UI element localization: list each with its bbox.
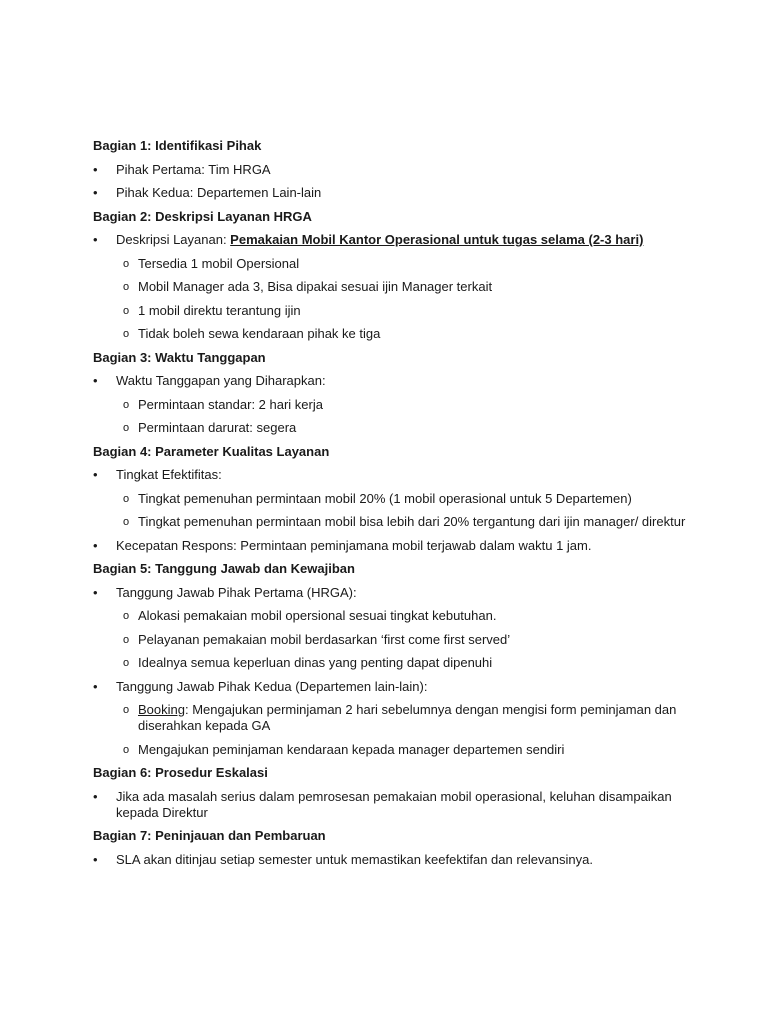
item-text: Pihak Pertama: Tim HRGA bbox=[116, 161, 271, 177]
item-text: 1 mobil direktu terantung ijin bbox=[138, 302, 301, 318]
sub-bullet-icon: o bbox=[123, 516, 130, 528]
section-heading-3: Bagian 3: Waktu Tanggapan bbox=[93, 349, 266, 365]
section-heading-2: Bagian 2: Deskripsi Layanan HRGA bbox=[93, 208, 312, 224]
item-text: Mobil Manager ada 3, Bisa dipakai sesuai ijin Manager terkait bbox=[138, 279, 493, 294]
list-item bbox=[93, 585, 693, 601]
bullet-icon: • bbox=[93, 537, 98, 553]
sub-bullet-icon: o bbox=[123, 704, 130, 716]
sub-list-item bbox=[93, 632, 693, 648]
sub-list-item bbox=[93, 279, 693, 295]
sub-bullet-icon: o bbox=[123, 328, 130, 340]
bullet-icon: • bbox=[93, 851, 98, 867]
sub-bullet-icon: o bbox=[123, 492, 130, 505]
list-item bbox=[93, 185, 693, 201]
item-text: Pihak Kedua: Departemen Lain-lain bbox=[116, 185, 322, 200]
sub-list-item bbox=[93, 655, 693, 671]
sub-bullet-icon: o bbox=[123, 657, 130, 669]
item-text: Tanggung Jawab Pihak Pertama (HRGA): bbox=[116, 584, 357, 600]
section-heading-1: Bagian 1: Identifikasi Pihak bbox=[93, 138, 262, 153]
item-text: Kecepatan Respons: Permintaan peminjamana mobil terjawab dalam waktu 1 jam. bbox=[116, 537, 592, 553]
sub-list-item bbox=[93, 491, 693, 507]
sub-list-item bbox=[93, 256, 693, 272]
sub-bullet-icon: o bbox=[123, 398, 130, 411]
bullet-icon: • bbox=[93, 373, 98, 388]
list-item bbox=[93, 789, 693, 821]
bullet-icon: • bbox=[93, 788, 98, 804]
item-text: Tersedia 1 mobil Opersional bbox=[138, 255, 300, 271]
sub-list-item bbox=[93, 397, 693, 413]
item-text: Tingkat pemenuhan permintaan mobil 20% (1 mobil operasional untuk 5 Departemen) bbox=[138, 490, 632, 506]
bullet-icon: • bbox=[93, 678, 98, 694]
list-item bbox=[93, 852, 693, 868]
bullet-icon: • bbox=[93, 584, 98, 600]
bullet-icon: • bbox=[93, 467, 98, 482]
list-item bbox=[93, 232, 693, 248]
item-text: Pelayanan pemakaian mobil berdasarkan ‘first come first served’ bbox=[138, 631, 511, 647]
sub-bullet-icon: o bbox=[123, 743, 130, 756]
item-text: Tingkat pemenuhan permintaan mobil bisa lebih dari 20% tergantung dari ijin manager/ direktur bbox=[138, 514, 686, 529]
list-item bbox=[93, 373, 693, 389]
item-text: Idealnya semua keperluan dinas yang penting dapat dipenuhi bbox=[138, 655, 493, 670]
booking-link[interactable]: Booking bbox=[138, 702, 185, 717]
sub-bullet-icon: o bbox=[123, 304, 130, 317]
item-text: SLA akan ditinjau setiap semester untuk memastikan keefektifan dan relevansinya. bbox=[116, 851, 593, 867]
list-item bbox=[93, 467, 693, 483]
list-item bbox=[93, 162, 693, 178]
bullet-icon: • bbox=[93, 185, 98, 200]
sub-bullet-icon: o bbox=[123, 257, 130, 270]
item-text: Permintaan darurat: segera bbox=[138, 420, 297, 435]
sub-bullet-icon: o bbox=[123, 610, 130, 622]
sub-list-item bbox=[93, 608, 693, 624]
sub-list-item bbox=[93, 514, 693, 530]
service-description-emphasis: Pemakaian Mobil Kantor Operasional untuk tugas selama (2-3 hari) bbox=[230, 232, 644, 247]
sub-list-item bbox=[93, 326, 693, 342]
sub-list-item bbox=[93, 702, 693, 734]
sub-bullet-icon: o bbox=[123, 281, 130, 293]
section-heading-5: Bagian 5: Tanggung Jawab dan Kewajiban bbox=[93, 561, 355, 576]
item-text: Permintaan standar: 2 hari kerja bbox=[138, 396, 323, 412]
sub-list-item bbox=[93, 303, 693, 319]
sub-bullet-icon: o bbox=[123, 633, 130, 646]
item-text: Tidak boleh sewa kendaraan pihak ke tiga bbox=[138, 326, 381, 341]
sub-list-item bbox=[93, 742, 693, 758]
section-heading-7: Bagian 7: Peninjauan dan Pembaruan bbox=[93, 828, 326, 843]
list-item bbox=[93, 538, 693, 554]
sub-bullet-icon: o bbox=[123, 422, 130, 434]
item-text: Tingkat Efektifitas: bbox=[116, 467, 222, 482]
item-text: Deskripsi Layanan: bbox=[116, 232, 231, 247]
bullet-icon: • bbox=[93, 232, 98, 247]
item-text: Mengajukan peminjaman kendaraan kepada manager departemen sendiri bbox=[138, 741, 565, 757]
document-body bbox=[93, 138, 693, 875]
item-text: Waktu Tanggapan yang Diharapkan: bbox=[116, 373, 326, 388]
list-item bbox=[93, 679, 693, 695]
bullet-icon: • bbox=[93, 161, 98, 177]
item-text: : Mengajukan perminjaman 2 hari sebelumnya dengan mengisi form peminjaman dan diserahkan kepada GA bbox=[138, 702, 677, 733]
item-text: Jika ada masalah serius dalam pemrosesan pemakaian mobil operasional, keluhan disampaikan kepada Direktur bbox=[116, 788, 672, 820]
item-text: Alokasi pemakaian mobil opersional sesuai tingkat kebutuhan. bbox=[138, 608, 497, 623]
section-heading-6: Bagian 6: Prosedur Eskalasi bbox=[93, 765, 268, 780]
section-heading-4: Bagian 4: Parameter Kualitas Layanan bbox=[93, 443, 330, 459]
item-text: Tanggung Jawab Pihak Kedua (Departemen lain-lain): bbox=[116, 678, 428, 694]
sub-list-item bbox=[93, 420, 693, 436]
